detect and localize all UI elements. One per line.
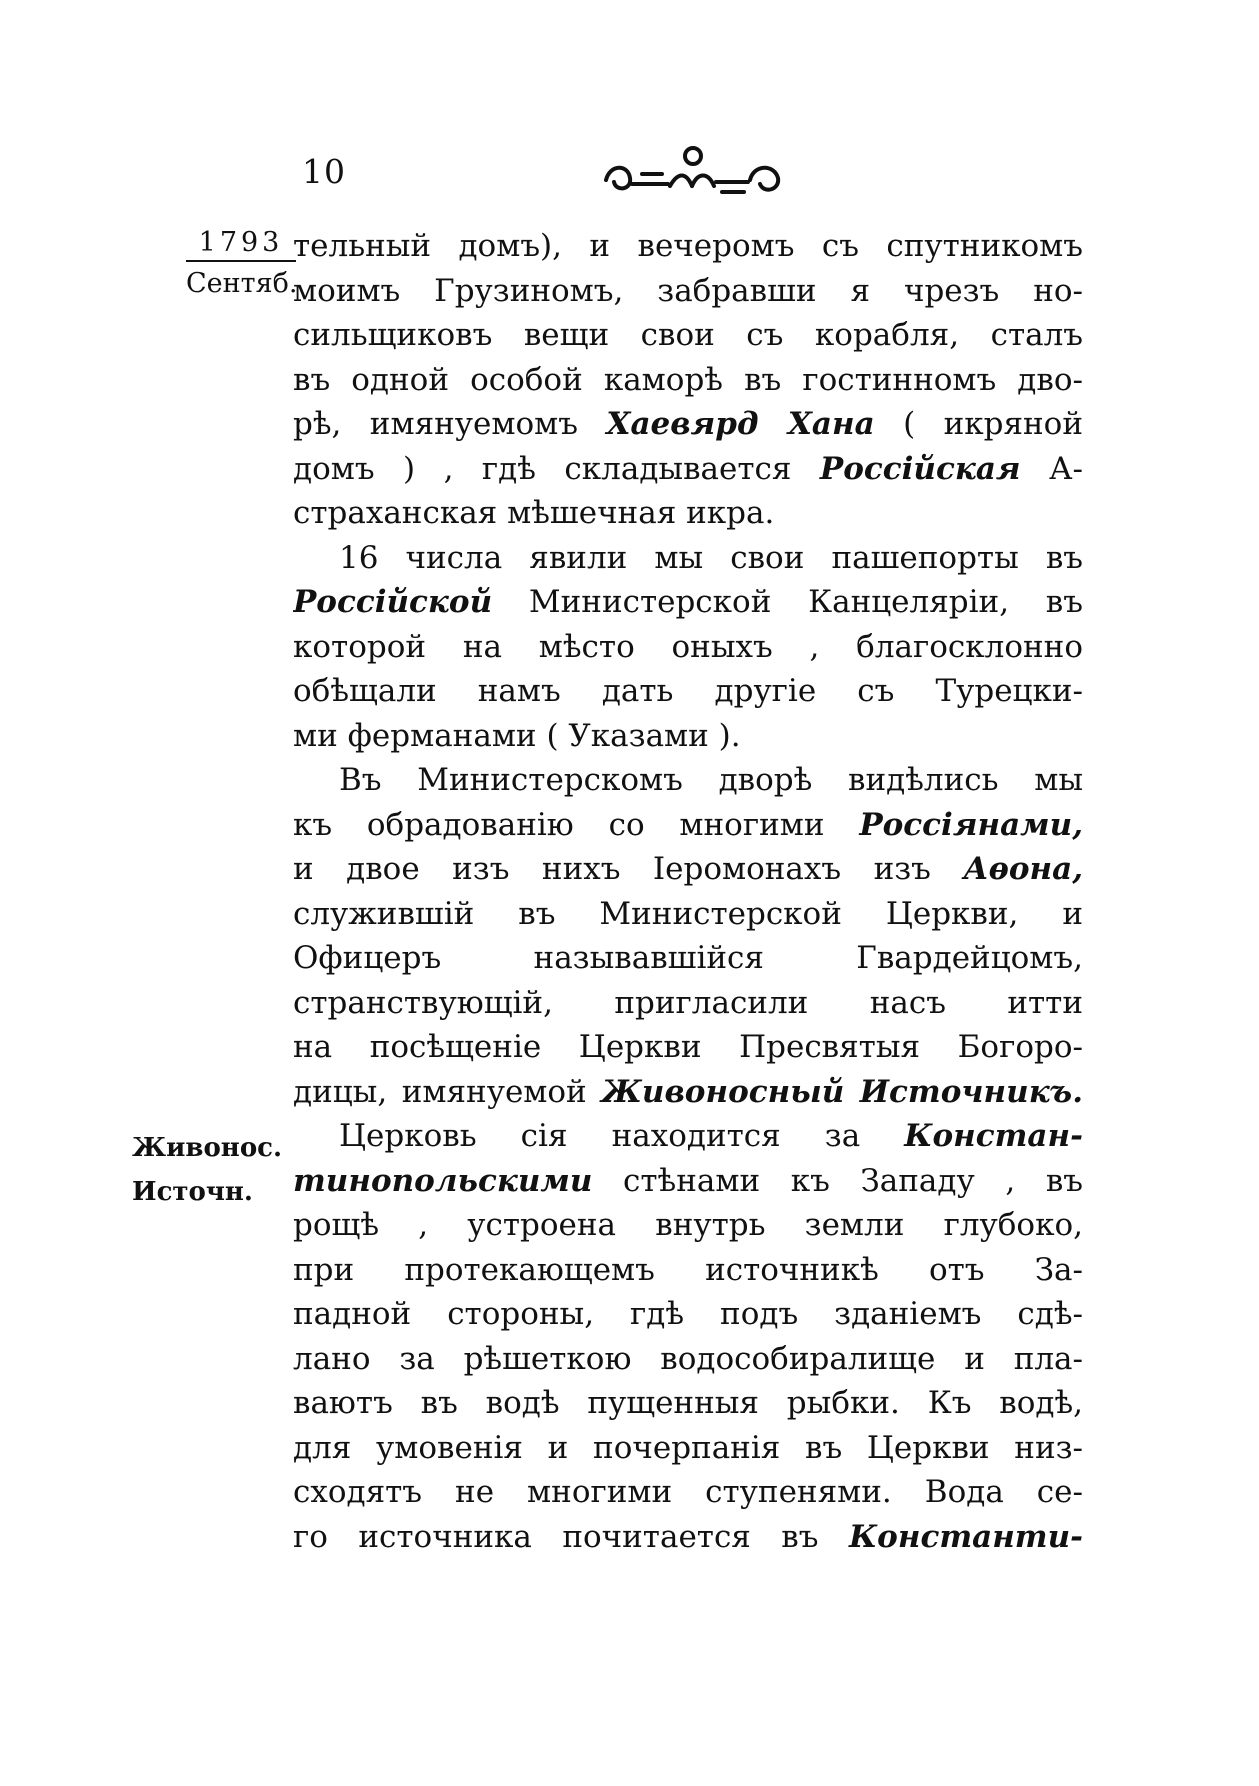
- italic-name: тинопольскими: [293, 1162, 593, 1199]
- text-fragment: стѣнами къ Западу , въ: [623, 1162, 1083, 1199]
- italic-name: Россійской: [293, 584, 493, 620]
- text-line: сходятъ не многими ступенями. Вода се-: [293, 1474, 1083, 1510]
- body-text: [293, 224, 1083, 1559]
- text-fragment: домъ ) , гдѣ складывается: [293, 450, 792, 487]
- margin-month: Сентяб.: [186, 268, 298, 299]
- text-line: странствующій, пригласили насъ итти: [293, 984, 1083, 1021]
- text-line: [293, 447, 1083, 492]
- text-line: Въ Министерскомъ дворѣ видѣлись мы: [339, 762, 1083, 798]
- text-line: которой на мѣсто оныхъ , благосклонно: [293, 628, 1083, 665]
- text-line: лано за рѣшеткою водособиралище и пла-: [293, 1340, 1083, 1377]
- italic-name: Константи-: [848, 1518, 1083, 1555]
- text-line: въ одной особой каморѣ въ гостинномъ дво-: [293, 361, 1083, 398]
- italic-name: Хаевярд Хана: [606, 406, 875, 442]
- margin-topic-note: [132, 1126, 282, 1214]
- text-fragment: и двое изъ нихъ Іеромонахъ изъ: [293, 851, 931, 887]
- text-line: служившій въ Министерской Церкви, и: [293, 895, 1083, 932]
- text-line: для умовенія и почерпанія въ Церкви низ-: [293, 1429, 1083, 1466]
- text-line: сильщиковъ вещи свои съ корабля, сталъ: [293, 317, 1083, 353]
- text-line: при протекающемъ источникѣ отъ За-: [293, 1251, 1083, 1288]
- text-fragment: къ обрадованію со многими: [293, 806, 825, 843]
- text-line: рощѣ , устроена внутрь земли глубоко,: [293, 1207, 1083, 1243]
- text-fragment: рѣ, имянуемомъ: [293, 406, 578, 442]
- text-line: на посѣщеніе Церкви Пресвятыя Богоро-: [293, 1029, 1083, 1065]
- italic-name: Россійская: [819, 450, 1021, 487]
- text-fragment: Министерской Канцеляріи, въ: [528, 584, 1083, 620]
- text-fragment: А-: [1049, 450, 1083, 487]
- text-line: [293, 1114, 1083, 1159]
- text-line: 16 числа явили мы свои пашепорты въ: [339, 539, 1083, 576]
- margin-date-note: [186, 226, 296, 306]
- margin-topic-line-2: Источн.: [132, 1177, 253, 1207]
- margin-year: 1793: [186, 226, 296, 262]
- text-line: страханская мѣшечная икра.: [293, 495, 775, 531]
- text-line: моимъ Грузиномъ, забравши я чрезъ но-: [293, 272, 1083, 309]
- italic-name: Констан-: [904, 1118, 1083, 1154]
- text-line: [293, 1515, 1083, 1560]
- text-line: ми ферманами ( Указами ).: [293, 717, 741, 754]
- text-line: [293, 402, 1083, 447]
- text-fragment: ( икряной: [903, 406, 1083, 442]
- text-line: [293, 1070, 1083, 1115]
- italic-name: Живоносный Источникъ.: [601, 1073, 1083, 1110]
- text-line: ваютъ въ водѣ пущенныя рыбки. Къ водѣ,: [293, 1385, 1083, 1421]
- italic-name: Россіянами,: [859, 806, 1083, 843]
- text-line: [293, 1159, 1083, 1204]
- italic-name: Аѳона,: [963, 851, 1083, 887]
- margin-topic-line-1: Живонос.: [132, 1133, 283, 1163]
- text-fragment: дицы, имянуемой: [293, 1073, 587, 1110]
- text-line: тельный домъ), и вечеромъ съ спутникомъ: [293, 228, 1083, 264]
- text-line: [293, 847, 1083, 892]
- decorative-ornament-icon: [598, 142, 788, 204]
- text-line: Офицеръ называвшійся Гвардейцомъ,: [293, 940, 1083, 976]
- text-line: [293, 580, 1083, 625]
- text-fragment: го источника почитается въ: [293, 1518, 819, 1555]
- text-line: падной стороны, гдѣ подъ зданіемъ сдѣ-: [293, 1296, 1083, 1332]
- page-number: 10: [302, 152, 346, 191]
- text-line: обѣщали намъ дать другіе съ Турецки-: [293, 673, 1083, 709]
- text-fragment: Церковь сія находится за: [339, 1118, 861, 1154]
- text-line: [293, 803, 1083, 848]
